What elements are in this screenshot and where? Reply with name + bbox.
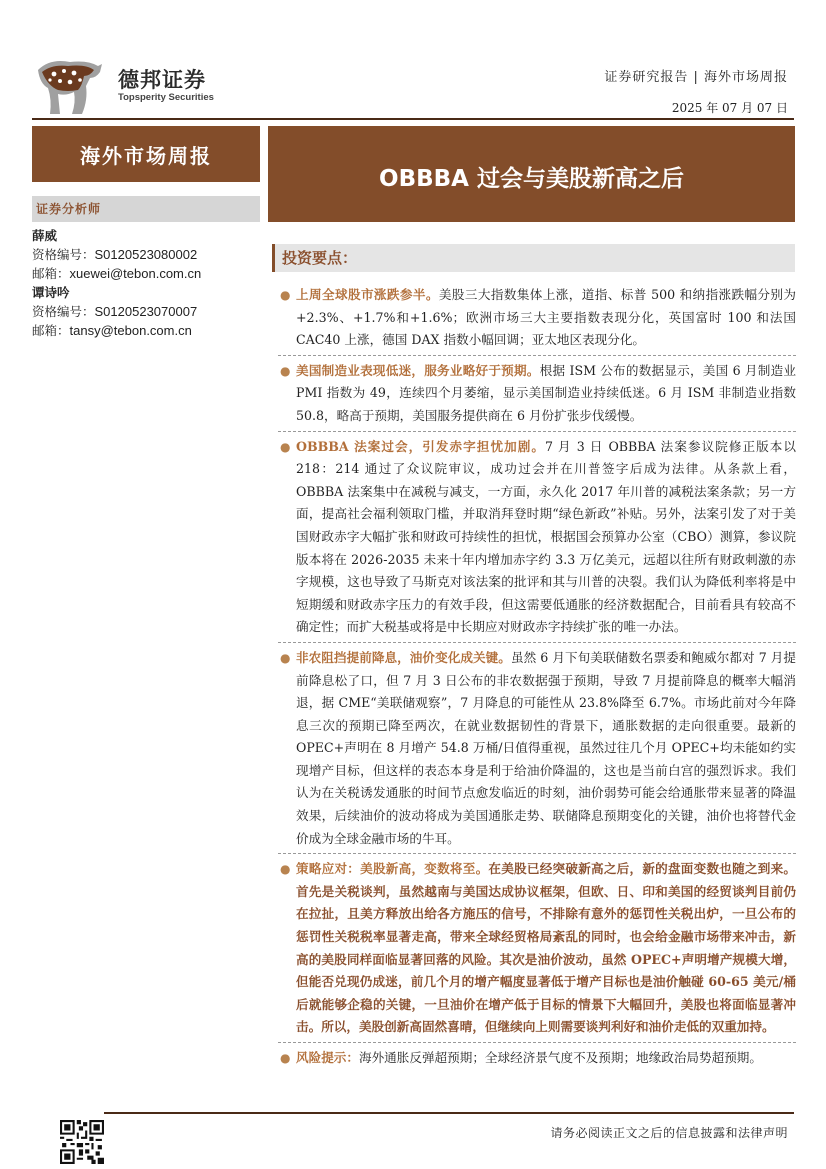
key-point-lead: 非农阻挡提前降息，油价变化成关键。	[296, 649, 511, 665]
divider	[278, 431, 796, 432]
footer-divider	[104, 1112, 794, 1114]
analyst-heading: 证券分析师	[32, 196, 260, 222]
key-point-item	[278, 436, 796, 639]
key-point-item	[278, 647, 796, 850]
key-point-text: 美股三大指数集体上涨，道指、标普 500 和纳指涨跌幅分别为+2.3%、+1.7%和+1.6%；欧洲市场三大主要指数表现分化，英国富时 100 和法国 CAC40 上涨，德国 DAX 指数小幅回调；亚太地区表现分化。	[296, 287, 797, 348]
analyst-email-row	[32, 264, 262, 283]
report-title: OBBBA 过会与美股新高之后	[268, 126, 795, 222]
cert-label: 资格编号：	[32, 304, 95, 319]
key-point-text: 7 月 3 日 OBBBA 法案参议院修正版本以 218：214 通过了众议院审议，成功过会并在川普签字后成为法律。从条款上看，OBBBA 法案集中在减税与减支，一方面，永久化 2017 年川普的减税法案条款；另一方面，提高社会福利领取门槛，并取消拜登时期“绿色新政”补贴。另外，法案引发了对于美国财政赤字大幅扩张和财政可持续性的担忧，根据国会预算办公室（CBO）测算，参议院版本将在 2026-2035 未来十年内增加赤字约 3.3 万亿美元，远超以往所有财政刺激的赤字规模，这也导致了马斯克对该法案的批评和其与川普的决裂。我们认为降低利率将是中短期缓和财政赤字压力的有效手段，但这需要低通胀的经济数据配合，目前看具有较高不确定性；而扩大税基或将是中长期应对财政赤字持续扩张的唯一办法。	[296, 438, 796, 635]
key-point-lead: OBBBA 法案过会，引发赤字担忧加剧。	[296, 438, 545, 454]
analyst-name: 谭诗吟	[32, 285, 70, 300]
bullet-icon: ●	[280, 862, 291, 877]
brand-name-cn: 德邦证券	[118, 68, 206, 92]
leopard-logo-icon	[36, 56, 104, 118]
email-label: 邮箱：	[32, 323, 70, 338]
cert-number: S0120523070007	[94, 304, 198, 319]
key-point-text: 根据 ISM 公布的数据显示，美国 6 月制造业 PMI 指数为 49，连续四个月萎缩，显示美国制造业持续低迷。6 月 ISM 非制造业指数 50.8，略高于预期，美国服务提供商在 6 月份扩张步伐缓慢。	[296, 362, 796, 423]
section-title: 海外市场周报	[32, 126, 260, 182]
divider	[278, 853, 796, 854]
analyst-email-link[interactable]: xuewei@tebon.com.cn	[69, 266, 202, 281]
key-point-item	[278, 360, 796, 428]
key-point-item-risk	[278, 1047, 796, 1070]
key-point-text: 海外通胀反弹超预期；全球经济景气度不及预期；地缘政治局势超预期。	[358, 1050, 762, 1065]
report-meta	[604, 66, 788, 116]
brand-name-en: Topsperity Securities	[118, 92, 214, 103]
analyst-name: 薛威	[32, 228, 58, 243]
disclaimer-text: 请务必阅读正文之后的信息披露和法律声明	[550, 1126, 788, 1140]
bullet-icon: ●	[280, 363, 291, 378]
divider	[278, 642, 796, 643]
analyst-list	[32, 226, 262, 340]
key-point-item	[278, 284, 796, 352]
qr-code-icon	[60, 1120, 104, 1164]
bullet-icon: ●	[280, 288, 291, 302]
analyst-cert-row	[32, 245, 262, 264]
analyst-cert-row	[32, 302, 262, 321]
key-points-heading: 投资要点：	[272, 244, 795, 272]
key-point-lead: 风险提示：	[296, 1050, 359, 1065]
cert-number: S0120523080002	[94, 247, 198, 262]
key-points-list	[278, 284, 796, 1070]
divider	[278, 1042, 796, 1043]
analyst-card	[32, 283, 262, 340]
divider	[278, 355, 796, 356]
bullet-icon: ●	[280, 439, 291, 454]
bullet-icon: ●	[280, 650, 291, 665]
analyst-card	[32, 226, 262, 283]
key-point-lead: 美国制造业表现低迷，服务业略好于预期。	[296, 362, 540, 378]
analyst-email-row	[32, 321, 262, 340]
key-point-item-strategy	[278, 858, 796, 1039]
key-point-lead: 策略应对：美股新高，变数将至。	[296, 861, 489, 877]
header-divider	[32, 118, 794, 120]
brand-logo	[36, 56, 216, 120]
key-point-lead: 上周全球股市涨跌参半。	[296, 287, 439, 302]
key-point-text: 在美股已经突破新高之后，新的盘面变数也随之到来。首先是关税谈判，虽然越南与美国达成协议框架，但欧、日、印和美国的经贸谈判目前仍在拉扯，且美方释放出给各方施压的信号，不排除有意外的惩罚性关税出炉，一旦公布的惩罚性关税税率显著走高，带来全球经贸格局紊乱的同时，也会给金融市场带来冲击，新高的美股同样面临显著回落的风险。其次是油价波动，虽然 OPEC+声明增产规模大增，但能否兑现仍成迷，前几个月的增产幅度显著低于增产目标也是油价触碰 60-65 美元/桶后就能够企稳的关键，一旦油价在增产低于目标的情景下大幅回升，美股也将面临显著冲击。所以，美股创新高固然喜晴，但继续向上则需要谈判利好和油价走低的双重加持。	[296, 861, 797, 1035]
email-label: 邮箱：	[32, 266, 70, 281]
bullet-icon: ●	[280, 1051, 291, 1065]
report-date: 2025 年 07 月 07 日	[671, 101, 788, 115]
report-type: 证券研究报告 | 海外市场周报	[604, 70, 788, 85]
cert-label: 资格编号：	[32, 247, 95, 262]
analyst-email-link[interactable]: tansy@tebon.com.cn	[69, 323, 192, 338]
key-point-text: 虽然 6 月下旬美联储数名票委和鲍威尔都对 7 月提前降息松了口，但 7 月 3 日公布的非农数据强于预期，导致 7 月提前降息的概率大幅消退，据 CME“美联储观察”，7 月降息的可能性从 23.8%降至 6.7%。市场此前对今年降息三次的预期已降至两次，在就业数据韧性的背景下，通胀数据的走向很重要。最新的 OPEC+声明在 8 月增产 54.8 万桶/日值得重视，虽然过往几个月 OPEC+均未能如约实现增产目标，但这样的表态本身是利于给油价降温的，这也是当前白宫的强烈诉求。我们认为在关税诱发通胀的时间节点愈发临近的时刻，油价弱势可能会给通胀带来显著的降温效果，后续油价的波动将成为美国通胀走势、联储降息预期变化的关键，油价也将替代金价成为全球金融市场的牛耳。	[296, 649, 796, 846]
